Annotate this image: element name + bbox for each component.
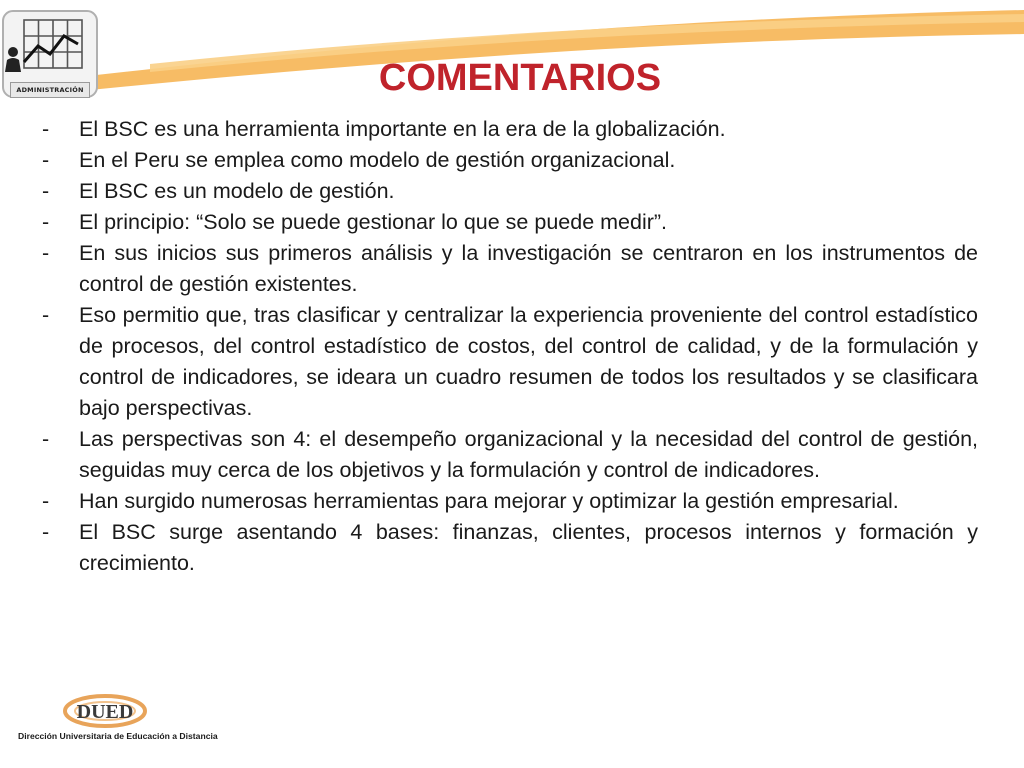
bullet-marker: - xyxy=(42,427,50,451)
bullet-text: El BSC es una herramienta importante en la era de la globalización. xyxy=(79,117,726,141)
bullet-text: Eso permitio que, tras clasificar y centralizar la experiencia proveniente del control estadístico de procesos, del control estadístico de costos, del control de calidad, y de la formulación y control de indicadores, se ideara un cuadro resumen de todos los resultados y se clasificara bajo perspectivas. xyxy=(79,303,978,420)
bullet-item xyxy=(42,517,978,579)
bullet-text: El BSC es un modelo de gestión. xyxy=(79,179,395,203)
bullet-text: Las perspectivas son 4: el desempeño organizacional y la necesidad del control de gestión, seguidas muy cerca de los objetivos y la formulación y control de indicadores. xyxy=(79,427,978,482)
bullet-item xyxy=(42,207,978,238)
bullet-item xyxy=(42,486,978,517)
bullet-marker: - xyxy=(42,241,50,265)
bullet-marker: - xyxy=(42,489,50,513)
bullet-text: El principio: “Solo se puede gestionar lo que se puede medir”. xyxy=(79,210,668,234)
bullet-item xyxy=(42,300,978,424)
bullet-marker: - xyxy=(42,148,50,172)
bullet-marker: - xyxy=(42,179,50,203)
dued-logo xyxy=(60,692,150,730)
bullet-marker: - xyxy=(42,210,50,234)
bullet-text: En sus inicios sus primeros análisis y la investigación se centraron en los instrumentos de control de gestión existentes. xyxy=(79,241,978,296)
bullet-item xyxy=(42,145,978,176)
bullet-marker: - xyxy=(42,303,50,327)
bullet-text: El BSC surge asentando 4 bases: finanzas, clientes, procesos internos y formación y crecimiento. xyxy=(79,520,978,575)
bullet-item xyxy=(42,176,978,207)
bullet-text: Han surgido numerosas herramientas para mejorar y optimizar la gestión empresarial. xyxy=(79,489,899,513)
dued-logo-text: DUED xyxy=(76,701,134,723)
slide-title: COMENTARIOS xyxy=(378,57,662,99)
bullet-marker: - xyxy=(42,117,50,141)
footer-caption: Dirección Universitaria de Educación a Distancia xyxy=(18,731,218,741)
logo-caption: ADMINISTRACIÓN xyxy=(10,82,90,98)
bullet-list xyxy=(42,114,978,579)
bullet-marker: - xyxy=(42,520,50,544)
bullet-text: En el Peru se emplea como modelo de gestión organizacional. xyxy=(79,148,676,172)
bullet-item xyxy=(42,238,978,300)
bullet-item xyxy=(42,424,978,486)
bullet-item xyxy=(42,114,978,145)
